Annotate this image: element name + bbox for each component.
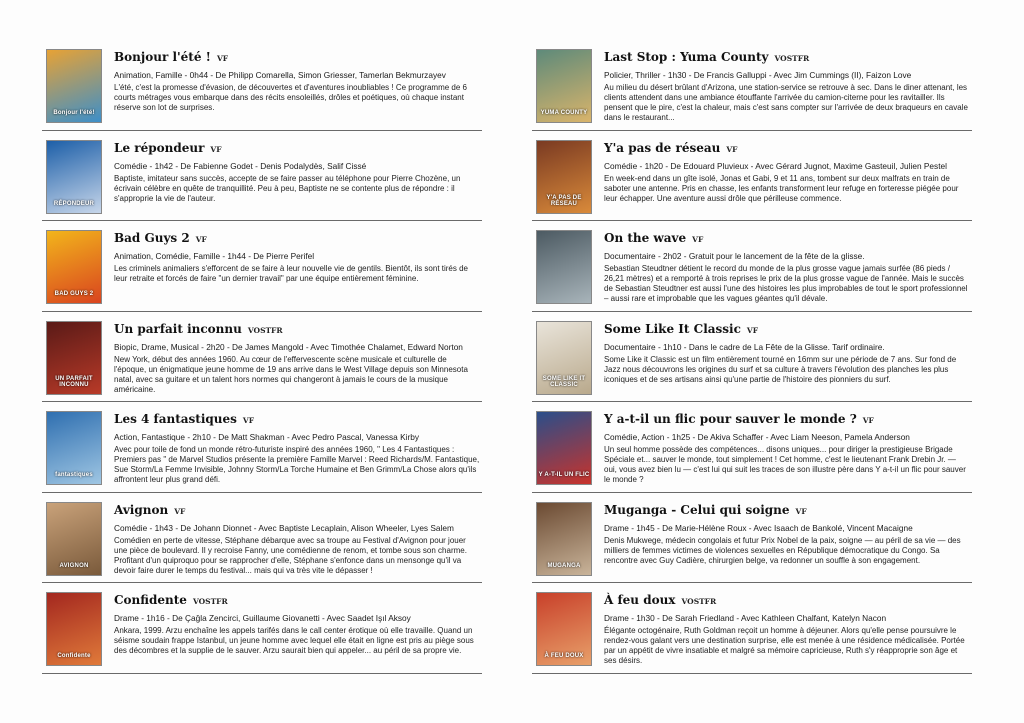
- film-meta: Comédie - 1h20 - De Edouard Pluvieux - Avec Gérard Jugnot, Maxime Gasteuil, Julien Pestel: [604, 160, 947, 171]
- film-synopsis: Un seul homme possède des compétences... disons uniques... pour diriger la prestigieuse Brigade Spéciale et... sauver le monde, tout simplement ! Cet homme, c'est le lieutenant Frank Drebin Jr. — oui, vous avez bien lu — c'est lui qui suit les traces de son illustre père dans Y a-t-il un flic pour sauver le monde ?: [604, 445, 966, 484]
- film-synopsis: Some Like it Classic est un film entièrement tourné en 16mm sur une période de 7 ans. Sur fond de Jazz nous découvrons les origines du surf et sa culture à travers l'évolution des planches les plus iconiques et de ses artisans ainsi qu'une partie de l'histoire des pionniers du surf.: [604, 354, 957, 384]
- film-synopsis: Les criminels animaliers s'efforcent de se faire à leur nouvelle vie de gentils. Bientôt, ils sont tirés de leur retraite et forcés de faire "un dernier travail" par une équipe entièrement féminine.: [114, 264, 468, 283]
- poster-title: AVIGNON: [59, 562, 89, 569]
- film-poster: [46, 502, 102, 576]
- language-version: VF: [242, 416, 255, 425]
- language-version: VF: [746, 325, 759, 335]
- poster-title: fantastiques: [55, 472, 93, 478]
- film-text: [604, 593, 970, 666]
- poster-title: MUGANGA: [547, 562, 581, 569]
- film-text: [114, 322, 480, 395]
- film-title: À feu doux: [604, 593, 676, 607]
- title-line: [604, 503, 970, 517]
- film-meta: Comédie - 1h43 - De Johann Dionnet - Avec Baptiste Lecaplain, Alison Wheeler, Lyes Salem: [114, 522, 454, 533]
- film-meta: Drame - 1h45 - De Marie-Hélène Roux - Avec Isaach de Bankolé, Vincent Macaigne: [604, 522, 913, 533]
- title-line: [114, 231, 480, 245]
- film-title: Some Like It Classic: [604, 321, 741, 336]
- poster-title: Y'A PAS DE RÉSEAU: [546, 194, 582, 207]
- film-listing-left-column-5: [42, 402, 482, 493]
- film-poster: [536, 49, 592, 123]
- title-line: [604, 141, 970, 155]
- film-poster: [536, 321, 592, 395]
- film-listing-right-column-7: [532, 583, 972, 674]
- film-meta: Animation, Famille - 0h44 - De Philipp Comarella, Simon Griesser, Tamerlan Bekmurzayev: [114, 70, 446, 80]
- film-meta: Drame - 1h30 - De Sarah Friedland - Avec Kathleen Chalfant, Katelyn Nacon: [604, 613, 887, 623]
- film-title: Le répondeur: [114, 140, 205, 155]
- film-text: [604, 231, 970, 304]
- film-meta: Drame - 1h16 - De Çağla Zencirci, Guillaume Giovanetti - Avec Saadet Işıl Aksoy: [114, 613, 411, 623]
- film-title: On the wave: [604, 231, 687, 245]
- film-poster: [46, 411, 102, 485]
- film-title: Y a-t-il un flic pour sauver le monde ?: [604, 412, 857, 426]
- film-poster: [46, 592, 102, 666]
- title-line: [114, 503, 480, 517]
- language-version: VF: [862, 416, 874, 425]
- film-listing-left-column-6: [42, 493, 482, 584]
- film-meta: Action, Fantastique - 2h10 - De Matt Shakman - Avec Pedro Pascal, Vanessa Kirby: [114, 432, 419, 442]
- film-text: [114, 141, 480, 204]
- film-meta: Documentaire - 1h10 - Dans le cadre de La Fête de la Glisse. Tarif ordinaire.: [604, 341, 885, 352]
- language-version: VF: [174, 506, 186, 516]
- film-synopsis: Élégante octogénaire, Ruth Goldman reçoit un homme à déjeuner. Alors qu'elle pense poursuivre le rendez-vous galant vers une destination surprise, elle est menée à une résidence médicalisée. Portée par un appétit de vivre insatiable et malgré sa mémoire capricieuse, Ruth s'y réapproprie son âge et ses désirs.: [604, 626, 965, 665]
- title-line: [114, 322, 480, 336]
- film-synopsis: New York, début des années 1960. Au cœur de l'effervescente scène musicale et culturelle de l'époque, un énigmatique jeune homme de 19 ans arrive dans le West Village depuis son Minnesota natal, avec sa guitare et un talent hors normes qui changeront à jamais le cours de la musique américaine.: [114, 354, 468, 394]
- film-synopsis: Ankara, 1999. Arzu enchaîne les appels tarifés dans le call center érotique où elle travaille. Quand un séisme soudain frappe Istanbul, un jeune homme avec lequel elle était en ligne est pris au piège sous des décombres et la supplie de le sauver. Arzu saurait bien qui appeler... au péril de sa propre vie.: [114, 626, 474, 655]
- film-listing-left-column-4: [42, 312, 482, 403]
- film-text: [604, 141, 970, 204]
- language-version: VOSTFR: [774, 54, 810, 63]
- title-line: [114, 50, 480, 64]
- film-meta: Animation, Comédie, Famille - 1h44 - De Pierre Perifel: [114, 251, 315, 261]
- film-text: [604, 503, 970, 566]
- film-poster: [536, 230, 592, 304]
- language-version: VF: [726, 144, 738, 154]
- film-meta: Policier, Thriller - 1h30 - De Francis Galluppi - Avec Jim Cummings (II), Faizon Love: [604, 70, 912, 80]
- language-version: VF: [216, 54, 229, 63]
- poster-title: YUMA COUNTY: [540, 110, 588, 116]
- title-line: [114, 412, 480, 426]
- film-listing-right-column-3: [532, 221, 972, 312]
- film-meta: Comédie, Action - 1h25 - De Akiva Schaffer - Avec Liam Neeson, Pamela Anderson: [604, 432, 910, 442]
- film-text: [114, 50, 480, 113]
- language-version: VOSTFR: [247, 325, 283, 335]
- film-poster: [536, 592, 592, 666]
- poster-title: SOME LIKE IT CLASSIC: [542, 375, 586, 388]
- title-line: [604, 50, 970, 64]
- film-poster: [46, 49, 102, 123]
- film-synopsis: Sebastian Steudtner détient le record du monde de la plus grosse vague jamais surfée (86 pieds / 26,21 mètres) et a remporté à trois reprises le prix de la plus grosse vague de l'année. Mais le succès de Sebastian Steudtner est aussi l'une des histoires les plus improbables de tout le sport professionnel – aussi rare et improbable que les vagues géantes qu'il dévale.: [604, 264, 968, 303]
- film-title: Muganga - Celui qui soigne: [604, 502, 790, 517]
- language-version: VF: [692, 235, 704, 244]
- film-title: Avignon: [114, 502, 169, 517]
- film-poster: [536, 140, 592, 214]
- film-title: Un parfait inconnu: [114, 321, 242, 336]
- film-title: Confidente: [114, 593, 187, 607]
- title-line: [604, 412, 970, 426]
- film-listing-right-column-6: [532, 493, 972, 584]
- right-column: [532, 40, 972, 674]
- film-title: Les 4 fantastiques: [114, 412, 237, 426]
- left-column: [42, 40, 482, 674]
- film-text: [114, 412, 480, 485]
- film-poster: [46, 230, 102, 304]
- poster-title: UN PARFAIT INCONNU: [55, 375, 93, 388]
- film-poster: [46, 140, 102, 214]
- film-text: [114, 503, 480, 576]
- film-synopsis: En week-end dans un gîte isolé, Jonas et Gabi, 9 et 11 ans, tombent sur deux malfrats en train de saboter une antenne. Pris en chasse, les enfants transforment leur refuge en forteresse piégée pour leur échapper. Une aventure aussi drôle que périlleuse commence.: [604, 173, 959, 203]
- film-poster: [46, 321, 102, 395]
- poster-title: Y A-T-IL UN FLIC: [538, 472, 590, 478]
- title-line: [114, 141, 480, 155]
- film-title: Last Stop : Yuma County: [604, 50, 769, 64]
- poster-title: BAD GUYS 2: [54, 291, 94, 297]
- film-title: Y'a pas de réseau: [604, 140, 721, 155]
- film-synopsis: Denis Mukwege, médecin congolais et futur Prix Nobel de la paix, soigne — au péril de sa vie — des milliers de femmes victimes de violences sexuelles en République démocratique du Congo. Sa rencontre avec Guy Cadière, chirurgien belge, va redonner un souffle à son engagement.: [604, 535, 961, 565]
- language-version: VF: [195, 235, 207, 244]
- film-title: Bad Guys 2: [114, 231, 190, 245]
- film-meta: Documentaire - 2h02 - Gratuit pour le lancement de la fête de la glisse.: [604, 251, 865, 261]
- language-version: VF: [795, 506, 807, 516]
- film-poster: [536, 411, 592, 485]
- film-text: [604, 322, 970, 385]
- title-line: [604, 593, 970, 607]
- film-listing-right-column-4: [532, 312, 972, 403]
- film-synopsis: Baptiste, imitateur sans succès, accepte de se faire passer au téléphone pour Pierre Chozène, un écrivain célèbre en quête de tranquillité. Peu à peu, Baptiste ne se contente plus de répondre : il s'approprie la vie de l'auteur.: [114, 173, 461, 203]
- film-listing-left-column-7: [42, 583, 482, 674]
- film-listing-right-column-2: [532, 131, 972, 222]
- poster-title: À FEU DOUX: [544, 653, 584, 659]
- poster-title: Confidente: [57, 653, 91, 659]
- film-text: [604, 50, 970, 123]
- title-line: [114, 593, 480, 607]
- film-synopsis: Au milieu du désert brûlant d'Arizona, une station-service se retrouve à sec. Dans le diner attenant, les clients attendent dans une ambiance étouffante l'arrivée du camion-citerne pour les ravitailler. Ils pensent que le pire, c'est la chaleur, mais c'est sans compter sur l'arrivée de deux braqueurs en cavale dans le restaurant...: [604, 83, 968, 122]
- film-title: Bonjour l'été !: [114, 50, 211, 64]
- film-text: [604, 412, 970, 485]
- poster-title: Bonjour l'été!: [53, 110, 95, 116]
- language-version: VOSTFR: [681, 597, 717, 606]
- film-listing-left-column-2: [42, 131, 482, 222]
- film-listing-right-column-5: [532, 402, 972, 493]
- film-meta: Comédie - 1h42 - De Fabienne Godet - Denis Podalydès, Salif Cissé: [114, 160, 367, 171]
- film-meta: Biopic, Drame, Musical - 2h20 - De James Mangold - Avec Timothée Chalamet, Edward Norton: [114, 341, 463, 352]
- film-synopsis: Comédien en perte de vitesse, Stéphane débarque avec sa troupe au Festival d'Avignon pour jouer une pièce de boulevard. Il y recroise Fanny, une comédienne de renom, et tombe sous son charme. Profitant d'un quiproquo pour se rapprocher d'elle, Stéphane s'enfonce dans un mensonge qu'il va devoir faire durer le temps du festival... mais qui va très vite le dépasser !: [114, 535, 467, 575]
- title-line: [604, 322, 970, 336]
- title-line: [604, 231, 970, 245]
- poster-title: RÉPONDEUR: [53, 200, 95, 207]
- film-listing-left-column-1: [42, 40, 482, 131]
- language-version: VF: [210, 144, 222, 154]
- film-text: [114, 231, 480, 284]
- film-listing-left-column-3: [42, 221, 482, 312]
- film-poster: [536, 502, 592, 576]
- film-synopsis: Avec pour toile de fond un monde rétro-futuriste inspiré des années 1960, " Les 4 Fantastiques : Premiers pas " de Marvel Studios présente la première Famille Marvel : Reed Richards/M. Fantastique, Sue Storm/La Femme Invisible, Johnny Storm/La Torche Humaine et Ben Grimm/La Chose alors qu'ils affrontent leur plus grand défi.: [114, 445, 480, 484]
- language-version: VOSTFR: [192, 597, 228, 606]
- film-synopsis: L'été, c'est la promesse d'évasion, de découvertes et d'aventures inoubliables ! Ce programme de 6 courts métrages vous embarque dans des récits ensoleillés, drôles et poétiques, où chaque instant réserve son lot de surprises.: [114, 83, 467, 112]
- film-listing-right-column-1: [532, 40, 972, 131]
- film-text: [114, 593, 480, 656]
